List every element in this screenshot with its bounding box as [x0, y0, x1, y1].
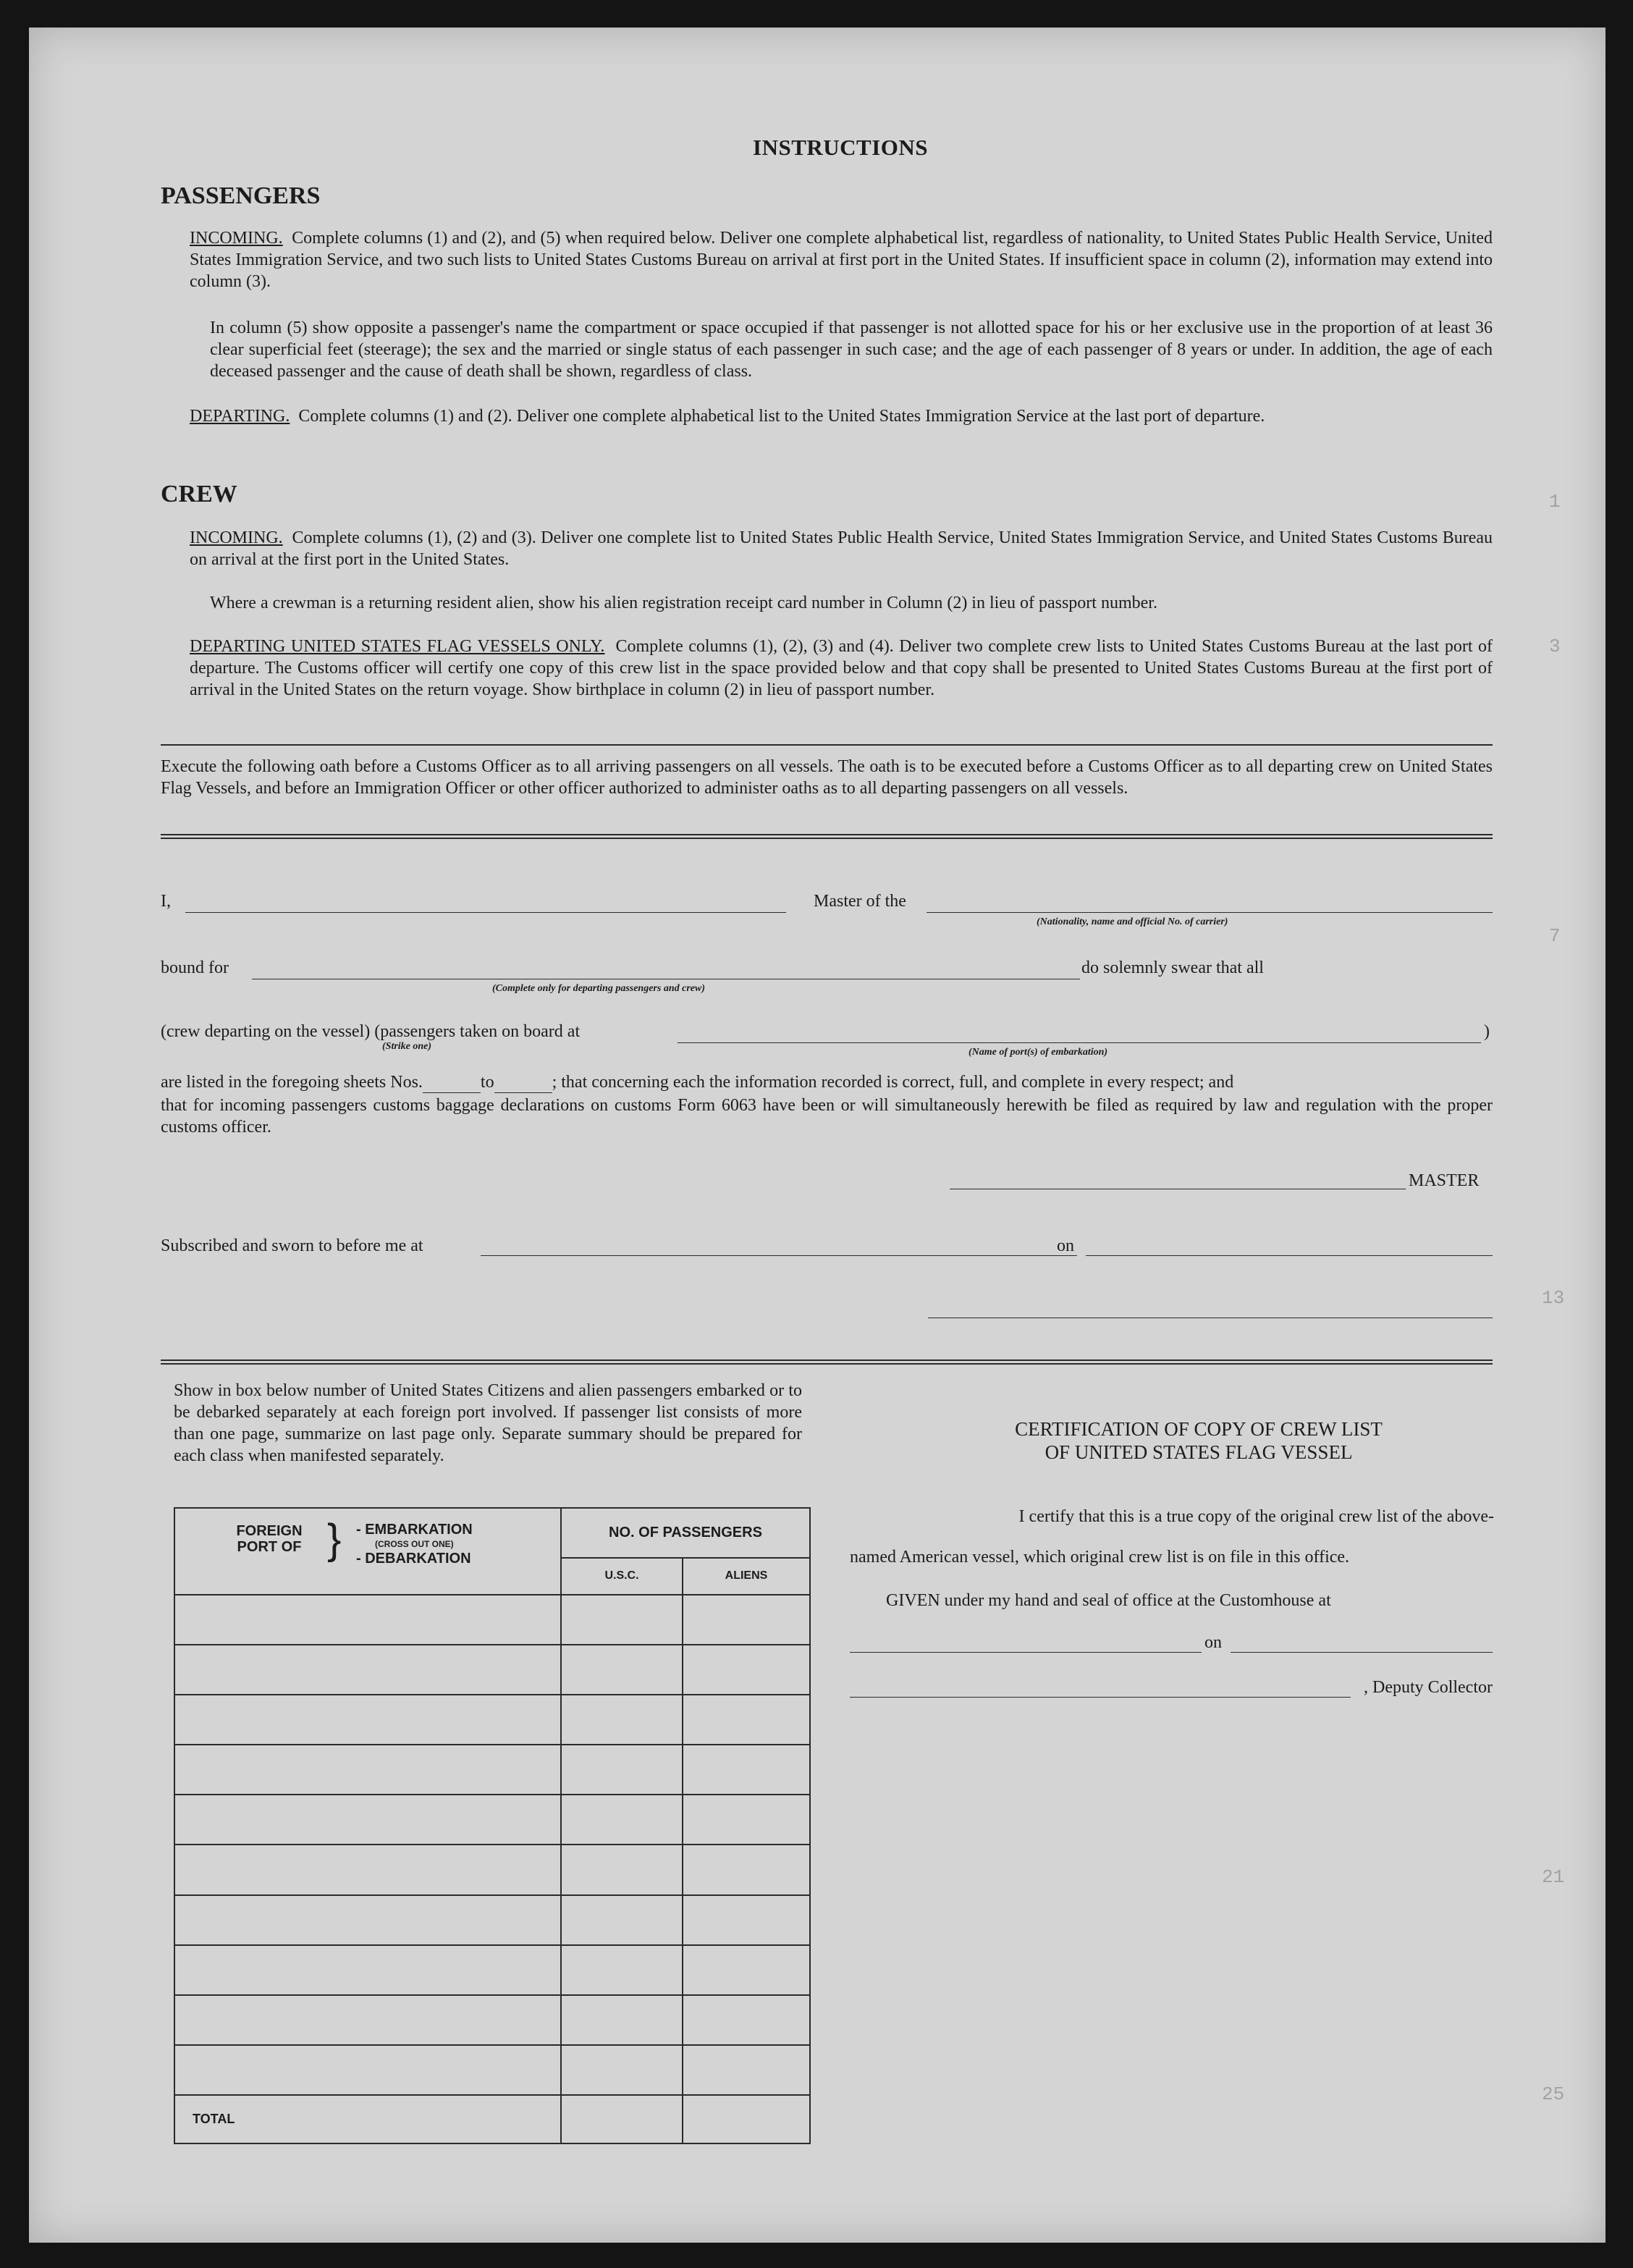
table-row-aliens[interactable]	[683, 1695, 810, 1745]
crew-incoming-text: Complete columns (1), (2) and (3). Deliver one complete list to United States Public Health Service, United States Immigration Service, and United States Customs Bureau on arrival at the first port in the United States.	[190, 528, 1493, 569]
sworn-at-field[interactable]	[481, 1255, 1077, 1256]
crew-departing-paragraph	[190, 636, 1493, 701]
debarkation-header: - DEBARKATION	[356, 1551, 471, 1567]
passenger-summary-table	[174, 1507, 811, 2144]
sworn-date-field[interactable]	[1086, 1255, 1493, 1256]
table-row-port[interactable]	[174, 1595, 561, 1645]
oath-top-double-rule	[161, 834, 1493, 839]
certification-title-1: CERTIFICATION OF COPY OF CREW LIST	[1015, 1418, 1383, 1440]
passengers-departing-paragraph	[190, 405, 1493, 427]
margin-mark: 3	[1549, 636, 1561, 657]
embarkation-header: - EMBARKATION	[356, 1522, 473, 1538]
passengers-incoming-paragraph	[190, 227, 1493, 292]
oath-bound-for: bound for	[161, 958, 229, 977]
table-row-port[interactable]	[174, 1795, 561, 1845]
foreign-port-of-header: FOREIGN PORT OF	[236, 1523, 303, 1555]
table-row-aliens[interactable]	[683, 1745, 810, 1795]
crew-returning-paragraph: Where a crewman is a returning resident alien, show his alien registration receipt card number in Column (2) in lieu of passport number.	[210, 594, 1157, 612]
crew-heading: CREW	[161, 481, 237, 507]
table-row-usc[interactable]	[561, 2045, 683, 2095]
port-of-embarkation-field[interactable]	[678, 1042, 1481, 1043]
sheet-to-field[interactable]	[494, 1073, 552, 1093]
passengers-incoming-text: Complete columns (1) and (2), and (5) when required below. Deliver one complete alphabetical list, regardless of nationality, to United States Public Health Service, United States Immigration Service, and two such lists to United States Customs Bureau on arrival at first port in the United States. If insufficient space in column (2), information may extend into column (3).	[190, 229, 1493, 291]
oath-bottom-double-rule	[161, 1359, 1493, 1365]
total-label: TOTAL	[174, 2095, 561, 2143]
certification-date-field[interactable]	[1231, 1652, 1493, 1653]
oath-listed-line	[161, 1073, 1493, 1093]
total-usc-cell[interactable]	[561, 2095, 683, 2143]
table-row-aliens[interactable]	[683, 2045, 810, 2095]
table-row-usc[interactable]	[561, 1645, 683, 1695]
table-row-aliens[interactable]	[683, 1595, 810, 1645]
total-aliens-cell[interactable]	[683, 2095, 810, 2143]
table-row-usc[interactable]	[561, 1845, 683, 1894]
certify-line-1: I certify that this is a true copy of the original crew list of the above-	[1018, 1507, 1494, 1526]
complete-only-caption: (Complete only for departing passengers and crew)	[492, 983, 705, 994]
table-row-usc[interactable]	[561, 1795, 683, 1845]
form-page	[29, 28, 1605, 2243]
sheet-from-field[interactable]	[423, 1073, 481, 1093]
oath-crew-departing: (crew departing on the vessel) (passengers taken on board at	[161, 1022, 581, 1041]
no-of-passengers-header: NO. OF PASSENGERS	[561, 1508, 810, 1558]
subscribed-label: Subscribed and sworn to before me at	[161, 1236, 423, 1255]
oath-i-label: I,	[161, 892, 171, 911]
passengers-incoming-label: INCOMING.	[190, 229, 283, 248]
table-row-usc[interactable]	[561, 1595, 683, 1645]
table-row-usc[interactable]	[561, 1695, 683, 1745]
sworn-on-label: on	[1057, 1236, 1074, 1255]
master-name-field[interactable]	[185, 912, 786, 913]
crew-departing-text: Complete columns (1), (2), (3) and (4). Deliver two complete crew lists to United States Customs Bureau at the last port of departure. The Customs officer will certify one copy of this crew list in the space provided below and that copy shall be presented to United States Customs Bureau at the first port of arrival in the United States on the return voyage. Show birthplace in column (2) in lieu of passport number.	[190, 637, 1493, 699]
oath-close-paren: )	[1484, 1022, 1490, 1041]
table-row-aliens[interactable]	[683, 1845, 810, 1894]
deputy-collector-signature-field[interactable]	[850, 1697, 1351, 1698]
passengers-heading: PASSENGERS	[161, 182, 321, 209]
page-title: INSTRUCTIONS	[753, 135, 929, 160]
certification-on-label: on	[1204, 1633, 1222, 1652]
table-row-aliens[interactable]	[683, 1945, 810, 1995]
oath-do-solemnly: do solemnly swear that all	[1081, 958, 1264, 977]
aliens-header: ALIENS	[683, 1558, 810, 1595]
table-row-usc[interactable]	[561, 1995, 683, 2045]
margin-mark: 25	[1542, 2083, 1565, 2105]
oath-intro: Execute the following oath before a Customs Officer as to all arriving passengers on all vessels. The oath is to be executed before a Customs Officer as to all departing crew on United States Flag Vessels, and before an Immigration Officer or other officer authorized to administer oaths as to all departing passengers on all vessels.	[161, 757, 1493, 798]
table-row-port[interactable]	[174, 1745, 561, 1795]
table-row-aliens[interactable]	[683, 1895, 810, 1945]
table-row-port[interactable]	[174, 1845, 561, 1894]
crew-incoming-paragraph	[190, 527, 1493, 570]
table-header-port: FOREIGN PORT OF } - EMBARKATION (CROSS OUT ONE) - DEBARKATION	[174, 1508, 561, 1595]
summary-instructions: Show in box below number of United States Citizens and alien passengers embarked or to be debarked separately at each foreign port involved. If passenger list consists of more than one page, summarize on last page only. Separate summary should be prepared for each class when manifested separately.	[174, 1381, 802, 1465]
master-label: MASTER	[1409, 1171, 1480, 1190]
passengers-departing-label: DEPARTING.	[190, 407, 290, 426]
table-row-port[interactable]	[174, 1695, 561, 1745]
strike-one-caption: (Strike one)	[382, 1041, 432, 1052]
margin-mark: 21	[1542, 1866, 1565, 1888]
table-row-port[interactable]	[174, 1945, 561, 1995]
table-row-port[interactable]	[174, 1895, 561, 1945]
passengers-column5-paragraph: In column (5) show opposite a passenger's name the compartment or space occupied if that passenger is not allotted space for his or her exclusive use in the proportion of at least 36 clear superficial feet (steerage); the sex and the married or single status of each passenger in such case; and the age of each passenger of 8 years or under. In addition, the age of each deceased passenger and the cause of death shall be shown, regardless of class.	[210, 319, 1493, 381]
nationality-caption: (Nationality, name and official No. of carrier)	[1037, 916, 1228, 927]
table-row-port[interactable]	[174, 1995, 561, 2045]
table-row-port[interactable]	[174, 2045, 561, 2095]
certification-title-2: OF UNITED STATES FLAG VESSEL	[1045, 1441, 1353, 1463]
table-row-aliens[interactable]	[683, 1795, 810, 1845]
margin-mark: 1	[1549, 491, 1561, 513]
crew-incoming-label: INCOMING.	[190, 528, 283, 547]
listed-to: to	[480, 1073, 494, 1092]
given-line: GIVEN under my hand and seal of office at the Customhouse at	[886, 1591, 1331, 1610]
table-row-usc[interactable]	[561, 1895, 683, 1945]
passengers-departing-text: Complete columns (1) and (2). Deliver one complete alphabetical list to the United States Immigration Service at the last port of departure.	[298, 407, 1265, 426]
certify-line-2: named American vessel, which original crew list is on file in this office.	[850, 1548, 1350, 1567]
margin-mark: 13	[1542, 1287, 1565, 1309]
cross-out-one-header: (CROSS OUT ONE)	[375, 1539, 454, 1549]
table-row-aliens[interactable]	[683, 1995, 810, 2045]
usc-header: U.S.C.	[561, 1558, 683, 1595]
listed-text-c: that for incoming passengers customs baggage declarations on customs Form 6063 have been or will simultaneously herewith be filed as required by law and regulation with the proper customs officer.	[161, 1096, 1493, 1137]
name-of-ports-caption: (Name of port(s) of embarkation)	[969, 1047, 1108, 1058]
table-row-aliens[interactable]	[683, 1645, 810, 1695]
table-row-port[interactable]	[174, 1645, 561, 1695]
section-divider	[161, 744, 1493, 746]
oath-master-of-the: Master of the	[814, 892, 906, 911]
carrier-field[interactable]	[927, 912, 1493, 913]
crew-departing-label: DEPARTING UNITED STATES FLAG VESSELS ONLY.	[190, 637, 605, 656]
customhouse-field[interactable]	[850, 1652, 1202, 1653]
margin-mark: 7	[1549, 925, 1561, 947]
listed-text-a: are listed in the foregoing sheets Nos.	[161, 1073, 423, 1092]
deputy-collector-label: , Deputy Collector	[1364, 1678, 1493, 1697]
table-row-usc[interactable]	[561, 1945, 683, 1995]
listed-text-b: ; that concerning each the information recorded is correct, full, and complete in every respect; and	[552, 1073, 1234, 1092]
table-row-usc[interactable]	[561, 1745, 683, 1795]
